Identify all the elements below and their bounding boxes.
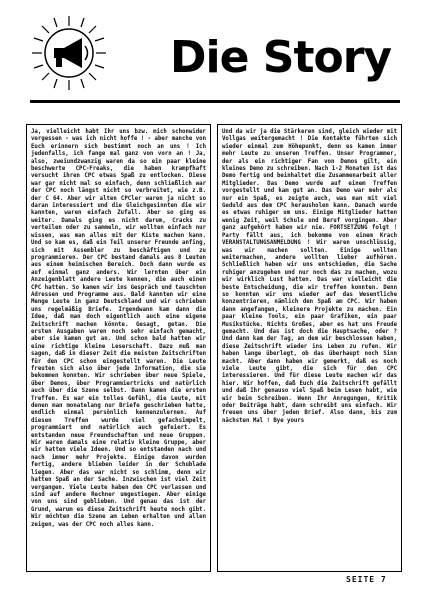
- article-column-left: [26, 124, 211, 572]
- article-column-right: [217, 124, 402, 572]
- page-title: Die Story: [170, 32, 392, 83]
- page-header: [30, 14, 400, 104]
- page-number: SEITE 7: [346, 575, 387, 584]
- article-text-right: Und da wir ja die Stärkeren sind, gleich wieder mit Vollgas weitergemacht ! Die Kontakte führten sich wieder einmal zum Höhepunkt, denn es kamen immer mehr Leute zu unseren Treffen. Unser Programmer, der als ein richtiger Fan von Demos gilt, ein kleines Demo zu schreiben. Nach 1-2 Monaten ist das Demo fertig und beinhaltet die Zusammenarbeit aller Mitglieder. Das Demo wurde auf einem Treffen vorgestellt und kam gut an. Das Demo war mehr als nur ein Spaß, es zeigte auch, was man mit viel Geduld aus dem CPC herausholen kann. Danach wurde es etwas ruhiger um uns. Einige Mitglieder hatten wenig Zeit, weil Schule und Beruf vorgingen. Aber ganz aufgehört haben wir nie. FORTSETZUNG folgt ! Party fällt aus, ich bekomme von einem Krach VERANSTALTUNGSANMELDUNG ! Wir waren unschlüssig, was wir machen sollten. Einige wollten weitermachen, andere wollten lieber aufhören. Schließlich haben wir uns entschieden, die Sache ruhiger anzugehen und nur noch das zu machen, wozu wir wirklich Lust hatten. Das war vielleicht die beste Entscheidung, die wir treffen konnten. Denn so konnten wir uns wieder auf das Wesentliche konzentrieren, nämlich den Spaß am CPC. Wir haben dann angefangen, kleinere Projekte zu machen. Ein paar kleine Tools, ein paar Grafiken, ein paar Musikstücke. Nichts Großes, aber es hat uns Freude gemacht. Und das ist doch die Hauptsache, oder ? Und dann kam der Tag, an dem wir beschlossen haben, diese Zeitschrift wieder ins Leben zu rufen. Wir haben lange überlegt, ob das überhaupt noch Sinn macht. Aber dann haben wir gemerkt, daß es noch viele Leute gibt, die sich für den CPC interessieren. Und für diese Leute machen wir das hier. Wir hoffen, daß Euch die Zeitschrift gefällt und daß Ihr genauso viel Spaß beim Lesen habt, wie wir beim Schreiben. Wenn Ihr Anregungen, Kritik oder Beiträge habt, dann schreibt uns einfach. Wir freuen uns über jeden Brief. Also dann, bis zum nächsten Mal ! Bye yours: [222, 129, 401, 424]
- article-text-left: Ja, vielleicht habt Ihr uns bzw. mich schonwider vergessen - was ich nicht hoffe ! - aber manche von Euch erinnern sich bestimmt noch an uns ! Ich jedenfalls, ich fange mal ganz von vorn an ! Ja, also, zweiundzwanzig waren da so ein paar kleine beschwerte CPC-Freaks, die haben krampfhaft versucht ihren CPC etwas Spaß zu entlocken. Diese war gar nicht mal so einfach, denn schließlich war der CPC noch längst nicht so verbreitet, wie z.B. der C 64. Aber wir alten CPCler waren ja nicht so daran interessiert und die Gleichgesinnten die wir kannten, waren einfach Zufall. Aber so ging es weiter. Damals ging es nicht darum, Cracks zu verteilen oder zu sammeln, wir wollten einfach nur wissen, was man alles mit der Kiste machen kann. Und so kam es, daß ein Teil unserer Freunde anfing, sich mit Assembler zu beschäftigen und zu programmieren. Der CPC bestand damals aus 8 Leuten aus einem heimischen Bereich. Doch dann wurde es auf einmal ganz anders. Wir lernten über ein Anzeigenblatt andere Leute kennen, die auch einen CPC hatten. So kamen wir ins Gespräch und tauschten Adressen und Programme aus. Bald kannten wir eine Menge Leute in ganz Deutschland und wir schrieben uns regelmäßig Briefe. Irgendwann kam dann die Idee, daß man doch eigentlich auch eine eigene Zeitschrift machen könnte. Gesagt, getan. Die ersten Ausgaben waren noch sehr einfach gemacht, aber sie kamen gut an. Und schon bald hatten wir eine richtige kleine Leserschaft. Dazu muß man sagen, daß in dieser Zeit die meisten Zeitschriften für den CPC schon eingestellt waren. Die Leute freuten sich also über jede Information, die sie bekommen konnten. Wir schrieben über neue Spiele, über Demos, über Programmiertricks und natürlich auch über die Szene selbst. Dann kamen die ersten Treffen. Es war ein tolles Gefühl, die Leute, mit denen man monatelang nur Briefe geschrieben hatte, endlich einmal persönlich kennenzulernen. Auf diesen Treffen wurde viel gefachsimpelt, programmiert und natürlich auch gefeiert. Es entstanden neue Freundschaften und neue Gruppen. Wir waren damals eine relativ kleine Gruppe, aber wir hatten viele Ideen. Und so entstanden nach und nach immer mehr Projekte. Einige davon wurden fertig, andere blieben leider in der Schublade liegen. Aber das war nicht so schlimm, denn wir hatten Spaß an der Sache. Inzwischen ist viel Zeit vergangen. Viele Leute haben den CPC verlassen und sind auf andere Rechner umgestiegen. Aber einige von uns sind geblieben. Und genau das ist der Grund, warum es diese Zeitschrift heute noch gibt. Wir möchten die Szene am Leben erhalten und allen zeigen, was der CPC noch alles kann.: [31, 129, 210, 528]
- title-underline: [30, 100, 400, 103]
- megaphone-sun-icon: [30, 14, 108, 92]
